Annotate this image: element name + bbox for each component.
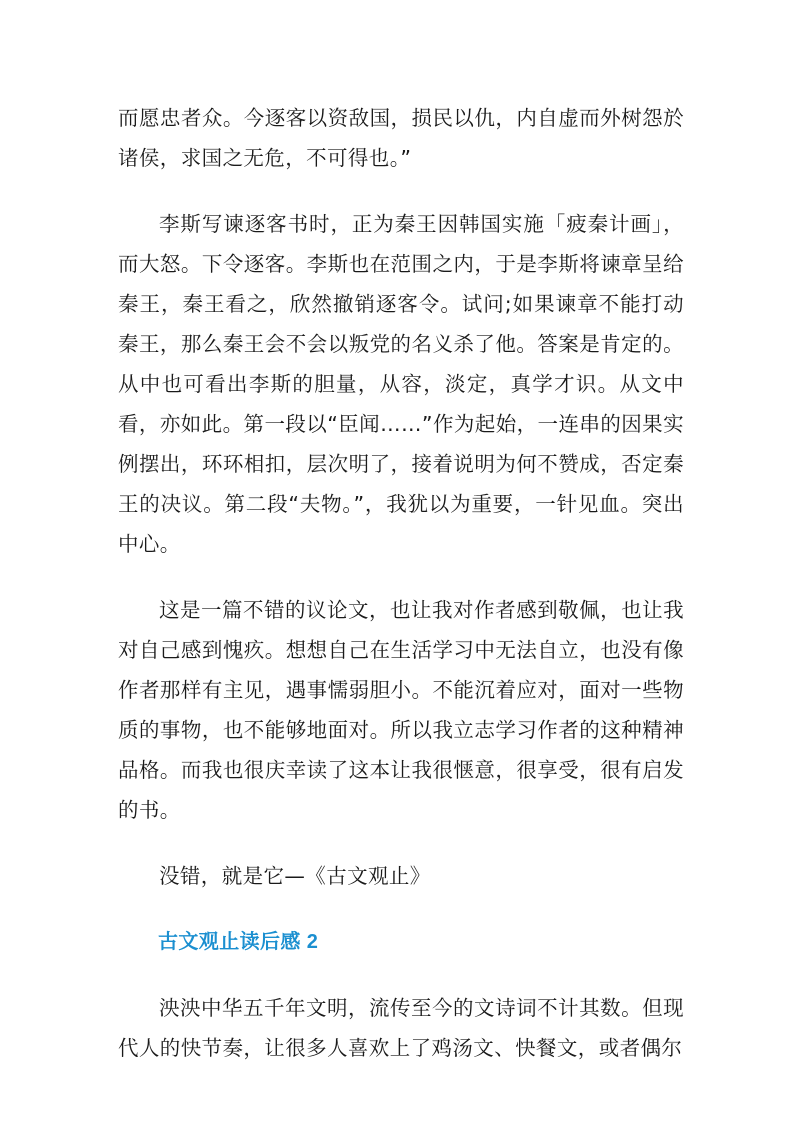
paragraph-lisi-analysis: 李斯写谏逐客书时，正为秦王因韩国实施「疲秦计画」，而大怒。下令逐客。李斯也在范围之内，于是李斯将谏章呈给秦王，秦王看之，欣然撤销逐客令。试问;如果谏章不能打动秦王，那么秦王会不会以叛党的名义杀了他。答案是肯定的。从中也可看出李斯的胆量，从容，淡定，真学才识。从文中看，亦如此。第一段以“臣闻……”作为起始，一连串的因果实例摆出，环环相扣，层次明了，接着说明为何不赞成，否定秦王的决议。第二段“夫物。”，我犹以为重要，一针见血。突出中心。 xyxy=(118,212,684,556)
paragraph-book-title: 没错，就是它—《古文观止》 xyxy=(159,864,431,888)
paragraph-intro-section-2: 泱泱中华五千年文明，流传至今的文诗词不计其数。但现代人的快节奏，让很多人喜欢上了鸡汤文、快餐文，或者偶尔 xyxy=(118,996,684,1060)
paragraph-quote-ending: 而愿忠者众。今逐客以资敌国，损民以仇，内自虚而外树怨於诸侯，求国之无危，不可得也。” xyxy=(118,106,684,170)
paragraph-reflection: 这是一篇不错的议论文，也让我对作者感到敬佩，也让我对自己感到愧疚。想想自己在生活学习中无法自立，也没有像作者那样有主见，遇事懦弱胆小。不能沉着应对，面对一些物质的事物，也不能够地面对。所以我立志学习作者的这种精神品格。而我也很庆幸读了这本让我很惬意，很享受，很有启发的书。 xyxy=(118,598,684,822)
section-heading: 古文观止读后感 2 xyxy=(158,931,319,953)
document-page xyxy=(118,98,684,1094)
